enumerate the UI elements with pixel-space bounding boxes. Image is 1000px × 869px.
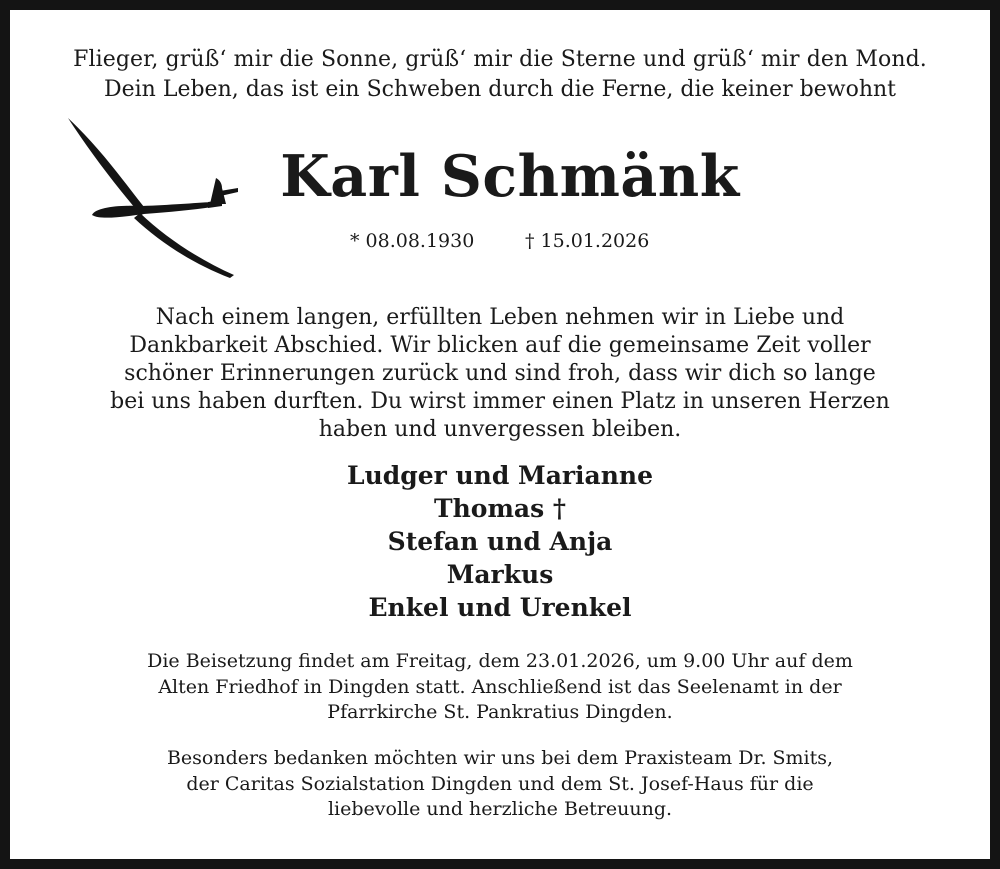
mourner-name: Ludger und Marianne bbox=[346, 461, 654, 490]
deceased-name: Karl Schmänk bbox=[280, 143, 740, 210]
thanks-line: der Caritas Sozialstation Dingden und dem St. Josef-Haus für die bbox=[186, 772, 814, 795]
birth-date: * 08.08.1930 bbox=[350, 230, 475, 252]
life-dates bbox=[0, 227, 1000, 255]
mourner-name: Enkel und Urenkel bbox=[368, 593, 632, 622]
farewell-message bbox=[0, 304, 1000, 444]
verse-line: Dein Leben, das ist ein Schweben durch die Ferne, die keiner bewohnt bbox=[103, 77, 896, 102]
funeral-line: Alten Friedhof in Dingden statt. Anschließend ist das Seelenamt in der bbox=[158, 675, 842, 698]
thanks-note bbox=[0, 746, 1000, 823]
message-line: haben und unvergessen bleiben. bbox=[318, 417, 682, 442]
mourner-name: Thomas † bbox=[434, 494, 566, 523]
message-line: Dankbarkeit Abschied. Wir blicken auf die gemeinsame Zeit voller bbox=[129, 333, 871, 358]
death-date: † 15.01.2026 bbox=[525, 230, 650, 252]
mourners-list bbox=[0, 459, 1000, 624]
funeral-line: Pfarrkirche St. Pankratius Dingden. bbox=[327, 701, 673, 723]
mourner-name: Markus bbox=[446, 560, 554, 589]
message-line: bei uns haben durften. Du wirst immer einen Platz in unseren Herzen bbox=[110, 389, 890, 414]
thanks-line: liebevolle und herzliche Betreuung. bbox=[327, 798, 673, 820]
message-line: schöner Erinnerungen zurück und sind froh, dass wir dich so lange bbox=[124, 361, 876, 386]
mourner-name: Stefan und Anja bbox=[387, 527, 613, 556]
verse-line: Flieger, grüß‘ mir die Sonne, grüß‘ mir die Sterne und grüß‘ mir den Mond. bbox=[73, 47, 927, 72]
verse-quote bbox=[0, 45, 1000, 105]
funeral-info bbox=[0, 649, 1000, 726]
message-line: Nach einem langen, erfüllten Leben nehmen wir in Liebe und bbox=[155, 305, 845, 330]
funeral-line: Die Beisetzung findet am Freitag, dem 23.01.2026, um 9.00 Uhr auf dem bbox=[147, 650, 853, 672]
thanks-line: Besonders bedanken möchten wir uns bei dem Praxisteam Dr. Smits, bbox=[166, 747, 834, 769]
